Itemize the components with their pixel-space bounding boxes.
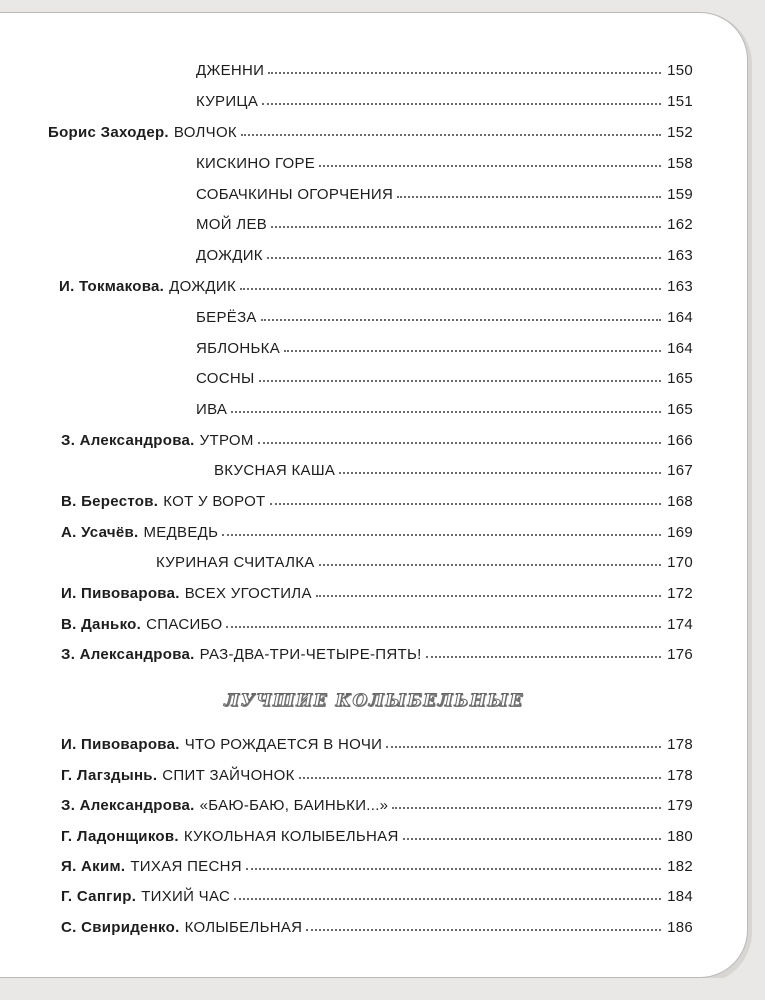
dot-leader	[316, 595, 661, 597]
entry-title: ВСЕХ УГОСТИЛА	[184, 585, 312, 602]
entry-author: И. Пивоварова.	[61, 736, 180, 753]
entry-page: 158	[667, 155, 693, 172]
toc-entry[interactable]	[61, 425, 693, 449]
entry-title: ИВА	[196, 401, 228, 418]
toc-entry[interactable]	[196, 240, 693, 264]
toc-entry[interactable]	[61, 821, 693, 845]
dot-leader	[267, 257, 661, 259]
dot-leader	[299, 777, 661, 779]
dot-leader	[262, 103, 661, 105]
entry-title: РАЗ-ДВА-ТРИ-ЧЕТЫРЕ-ПЯТЬ!	[199, 646, 422, 663]
entry-title: КУКОЛЬНАЯ КОЛЫБЕЛЬНАЯ	[183, 828, 399, 845]
entry-page: 186	[667, 919, 693, 936]
entry-page: 180	[667, 828, 693, 845]
entry-page: 166	[667, 432, 693, 449]
toc-entry[interactable]	[59, 271, 693, 295]
entry-title: КУРИНАЯ СЧИТАЛКА	[156, 554, 315, 571]
entry-page: 182	[667, 858, 693, 875]
dot-leader	[246, 868, 661, 870]
entry-title: ТИХИЙ ЧАС	[141, 888, 231, 905]
dot-leader	[268, 72, 661, 74]
entry-page: 151	[667, 93, 693, 110]
entry-title: СОБАЧКИНЫ ОГОРЧЕНИЯ	[196, 186, 394, 203]
entry-title: ВКУСНАЯ КАША	[214, 462, 336, 479]
page-bottom-edge	[0, 978, 765, 1000]
entry-title: КИСКИНО ГОРЕ	[196, 155, 316, 172]
entry-title: МЕДВЕДЬ	[143, 524, 219, 541]
entry-author: А. Усачёв.	[61, 524, 139, 541]
entry-title: КОЛЫБЕЛЬНАЯ	[184, 919, 303, 936]
toc-entry[interactable]	[196, 55, 693, 79]
entry-page: 167	[667, 462, 693, 479]
dot-leader	[426, 656, 661, 658]
toc-entry[interactable]	[61, 790, 693, 814]
entry-title: СПАСИБО	[146, 616, 223, 633]
toc-entry[interactable]	[196, 363, 693, 387]
entry-author: И. Пивоварова.	[61, 585, 180, 602]
dot-leader	[392, 807, 661, 809]
toc-entry[interactable]	[196, 209, 693, 233]
dot-leader	[240, 288, 661, 290]
entry-author: Борис Заходер.	[48, 124, 169, 141]
entry-page: 178	[667, 767, 693, 784]
entry-page: 172	[667, 585, 693, 602]
entry-title: «БАЮ-БАЮ, БАИНЬКИ...»	[199, 797, 389, 814]
entry-page: 164	[667, 340, 693, 357]
entry-page: 174	[667, 616, 693, 633]
entry-page: 178	[667, 736, 693, 753]
dot-leader	[270, 503, 662, 505]
toc-entry[interactable]	[61, 760, 693, 784]
entry-author: Г. Сапгир.	[61, 888, 137, 905]
toc-entry[interactable]	[48, 117, 693, 141]
dot-leader	[339, 472, 661, 474]
toc-entry[interactable]	[61, 578, 693, 602]
entry-page: 165	[667, 401, 693, 418]
toc-entry[interactable]	[156, 547, 693, 571]
dot-leader	[231, 411, 661, 413]
entry-author: Г. Ладонщиков.	[61, 828, 179, 845]
entry-author: С. Свириденко.	[61, 919, 180, 936]
entry-title: ВОЛЧОК	[173, 124, 237, 141]
entry-page: 168	[667, 493, 693, 510]
entry-title: ДОЖДИК	[196, 247, 263, 264]
toc-entry[interactable]	[196, 394, 693, 418]
entry-page: 165	[667, 370, 693, 387]
dot-leader	[403, 838, 661, 840]
entry-title: КУРИЦА	[196, 93, 259, 110]
entry-title: СПИТ ЗАЙЧОНОК	[162, 767, 295, 784]
entry-page: 150	[667, 62, 693, 79]
dot-leader	[234, 898, 661, 900]
dot-leader	[261, 319, 661, 321]
entry-author: З. Александрова.	[61, 432, 195, 449]
toc-entry[interactable]	[61, 851, 693, 875]
entry-title: ЧТО РОЖДАЕТСЯ В НОЧИ	[184, 736, 383, 753]
entry-page: 163	[667, 278, 693, 295]
toc-entry[interactable]	[61, 729, 693, 753]
section-heading: ЛУЧШИЕ КОЛЫБЕЛЬНЫЕ	[224, 691, 524, 711]
dot-leader	[319, 564, 661, 566]
dot-leader	[241, 134, 661, 136]
toc-entry[interactable]	[196, 302, 693, 326]
entry-page: 184	[667, 888, 693, 905]
toc-entry[interactable]	[61, 912, 693, 936]
entry-author: В. Данько.	[61, 616, 142, 633]
dot-leader	[259, 380, 661, 382]
entry-title: ТИХАЯ ПЕСНЯ	[130, 858, 242, 875]
entry-title: БЕРЁЗА	[196, 309, 257, 326]
toc-entry[interactable]	[196, 179, 693, 203]
dot-leader	[226, 626, 661, 628]
entry-author: Я. Аким.	[61, 858, 126, 875]
entry-page: 159	[667, 186, 693, 203]
entry-page: 176	[667, 646, 693, 663]
entry-title: СОСНЫ	[196, 370, 255, 387]
entry-author: В. Берестов.	[61, 493, 159, 510]
entry-author: И. Токмакова.	[59, 278, 165, 295]
toc-entry[interactable]	[196, 148, 693, 172]
dot-leader	[222, 534, 661, 536]
entry-title: УТРОМ	[199, 432, 254, 449]
dot-leader	[397, 196, 661, 198]
toc-entry[interactable]	[61, 609, 693, 633]
entry-author: З. Александрова.	[61, 646, 195, 663]
toc-entry[interactable]	[196, 333, 693, 357]
table-of-contents	[0, 13, 748, 979]
entry-title: ЯБЛОНЬКА	[196, 340, 281, 357]
toc-entry[interactable]	[214, 455, 693, 479]
entry-page: 169	[667, 524, 693, 541]
entry-title: ДОЖДИК	[169, 278, 236, 295]
toc-entry[interactable]	[61, 881, 693, 905]
entry-title: МОЙ ЛЕВ	[196, 216, 268, 233]
entry-page: 179	[667, 797, 693, 814]
entry-page: 164	[667, 309, 693, 326]
toc-entry[interactable]	[196, 86, 693, 110]
dot-leader	[386, 746, 661, 748]
entry-page: 170	[667, 554, 693, 571]
dot-leader	[271, 226, 661, 228]
entry-author: З. Александрова.	[61, 797, 195, 814]
entry-page: 152	[667, 124, 693, 141]
dot-leader	[258, 442, 661, 444]
toc-entry[interactable]	[61, 517, 693, 541]
entry-page: 163	[667, 247, 693, 264]
entry-title: ДЖЕННИ	[196, 62, 265, 79]
book-page	[0, 12, 748, 978]
toc-entry[interactable]	[61, 486, 693, 510]
entry-title: КОТ У ВОРОТ	[163, 493, 266, 510]
toc-entry[interactable]	[61, 639, 693, 663]
entry-page: 162	[667, 216, 693, 233]
entry-author: Г. Лагздынь.	[61, 767, 158, 784]
dot-leader	[306, 929, 661, 931]
dot-leader	[284, 350, 661, 352]
dot-leader	[319, 165, 661, 167]
